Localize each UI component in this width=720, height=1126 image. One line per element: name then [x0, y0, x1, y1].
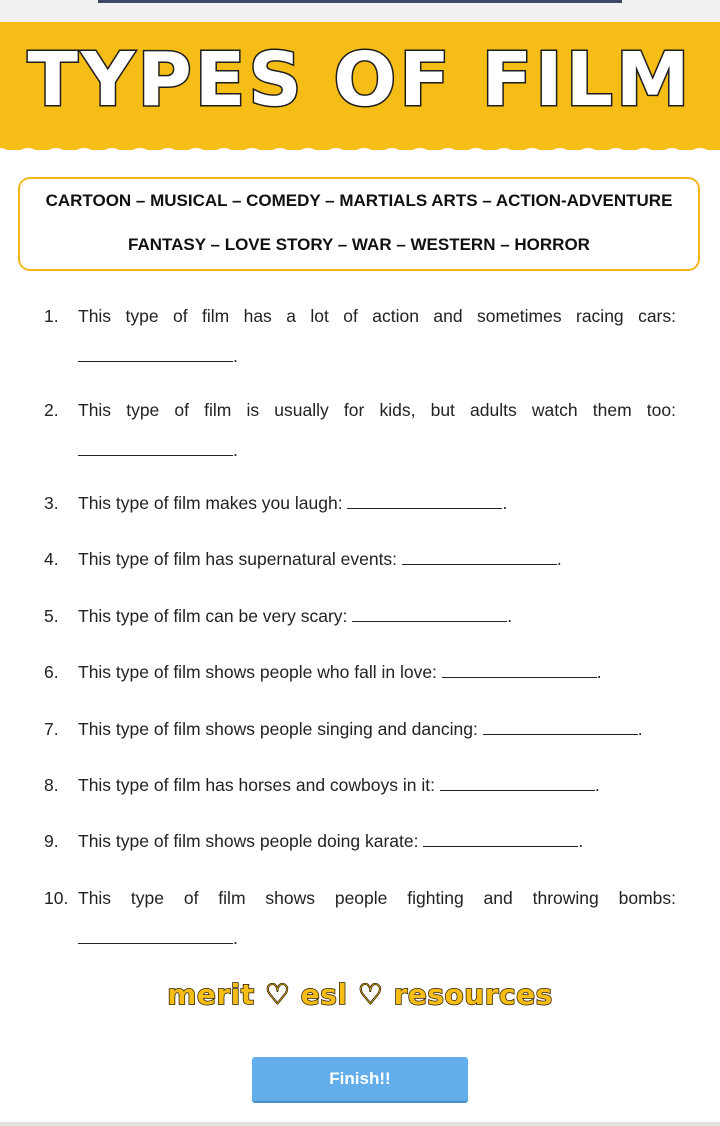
page-title: TYPES OF FILM	[27, 37, 693, 123]
question-text: This type of film is usually for kids, but adults watch them too:	[78, 400, 676, 420]
question-number: 4.	[44, 549, 59, 569]
question-number: 6.	[44, 662, 59, 682]
publisher-logo: merit ♡ esl ♡ resources	[167, 978, 553, 1011]
word-bank-line-1: CARTOON – MUSICAL – COMEDY – MARTIALS ARTS – ACTION-ADVENTURE	[45, 191, 673, 210]
answer-blank[interactable]	[440, 774, 595, 791]
answer-blank[interactable]	[483, 718, 638, 735]
word-bank	[18, 177, 700, 271]
question-number: 9.	[44, 831, 59, 851]
scalloped-edge	[0, 138, 720, 150]
answer-blank[interactable]: .	[78, 345, 238, 367]
title-banner	[0, 22, 720, 150]
question-text: This type of film shows people singing and dancing:	[78, 719, 478, 739]
question-number: 10.	[44, 888, 69, 908]
question-text: This type of film has horses and cowboys in it:	[78, 775, 435, 795]
question-number: 1.	[44, 306, 59, 326]
top-image-strip	[98, 0, 622, 3]
word-bank-line-2: FANTASY – LOVE STORY – WAR – WESTERN – HORROR	[128, 235, 590, 254]
question-text: This type of film shows people fighting and throwing bombs:	[78, 888, 676, 908]
answer-blank[interactable]	[402, 548, 557, 565]
bottom-bar	[0, 1122, 720, 1126]
answer-blank[interactable]	[352, 605, 507, 622]
finish-button[interactable]: Finish!!	[252, 1057, 468, 1101]
question-text: This type of film makes you laugh:	[78, 493, 343, 513]
question-number: 7.	[44, 719, 59, 739]
question-text: This type of film shows people who fall in love:	[78, 662, 437, 682]
question-number: 2.	[44, 400, 59, 420]
browser-top-bar	[0, 0, 720, 22]
answer-blank[interactable]	[423, 830, 578, 847]
answer-blank[interactable]	[442, 661, 597, 678]
question-text: This type of film can be very scary:	[78, 606, 348, 626]
question-number: 5.	[44, 606, 59, 626]
question-text: This type of film has a lot of action and sometimes racing cars:	[78, 306, 676, 326]
question-text: This type of film shows people doing karate:	[78, 831, 419, 851]
question-text: This type of film has supernatural events:	[78, 549, 398, 569]
answer-blank[interactable]: .	[78, 439, 238, 461]
answer-blank[interactable]	[347, 492, 502, 509]
question-number: 8.	[44, 775, 59, 795]
answer-blank[interactable]: .	[78, 927, 238, 949]
question-number: 3.	[44, 493, 59, 513]
